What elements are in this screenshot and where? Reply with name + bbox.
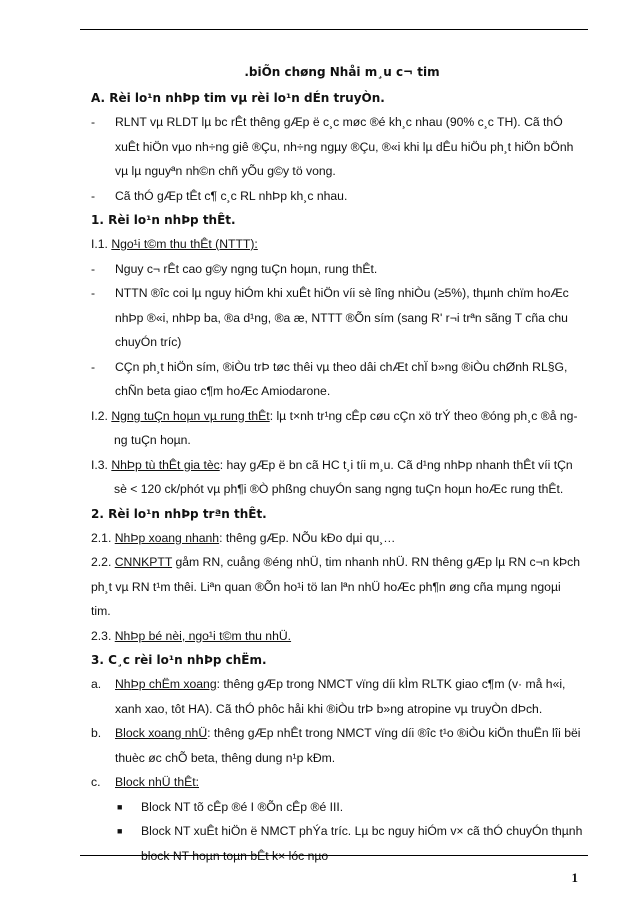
c-bullet-item (91, 819, 583, 868)
dash-marker: - (91, 286, 96, 300)
item-text: : thêng gÆp trong NMCT vïng díi kÌm RLTK giao c¶m (v· må h«i, xanh xao, tôt HA). Cã thÓ phôc håi khi ®iÒu trÞ b»ng atropine vµ truyÒn dÞch. (115, 677, 566, 716)
subsection-text: gåm RN, cuång ®éng nhÜ, tim nhanh nhÜ. RN thêng gÆp lµ RN c¬n kÞch ph¸t vµ RN t¹m thêi. Liªn quan ®Õn ho¹i tö lan lªn nhÜ hoÆc ph¶n øng cña mµng ngoµi tim. (91, 555, 580, 618)
dash-marker: - (91, 115, 96, 129)
c-bullet-text: Block NT xuÊt hiÖn ë NMCT phÝa tríc. Lµ bc nguy hiÓm v× cã thÓ chuyÓn thµnh block NT hoµn toµn bÊt k× lóc nµo (141, 824, 583, 863)
section-2-title: Rèi lo¹n nhÞp trªn thÊt. (108, 506, 267, 521)
subsection-title: CNNKPTT (114, 555, 173, 569)
dash-marker: - (91, 359, 96, 374)
subsection-title: Ngng tuÇn hoµn vµ rung thÊt (111, 408, 270, 423)
letter-marker: b. (91, 726, 102, 740)
subsection-text: : thêng gÆp. NÕu kÐo dµi qu¸… (219, 530, 396, 545)
c-bullet-text: Block NT tõ cÊp ®é I ®Õn cÊp ®é III. (141, 799, 344, 814)
c-bullet-item (91, 795, 583, 820)
item-c (91, 770, 583, 795)
dash-marker: - (91, 261, 96, 276)
item-b (91, 721, 583, 770)
dash-marker: - (91, 188, 96, 203)
subsection-i1 (91, 232, 583, 257)
section-2-heading (91, 502, 583, 526)
subsection-title: NhÞp tù thÊt gia tèc (111, 457, 220, 472)
item-title: NhÞp chËm xoang (115, 677, 217, 691)
section-3-title: C¸c rèi lo¹n nhÞp chËm. (108, 653, 267, 667)
intro-item (91, 184, 583, 209)
section-1-heading (91, 208, 583, 232)
subsection-number: I.1. (91, 237, 108, 251)
square-bullet-icon: ■ (117, 826, 123, 836)
document-body (91, 62, 583, 868)
section-1-title: Rèi lo¹n nhÞp thÊt. (108, 213, 236, 227)
section-3-label: 3. (91, 653, 104, 667)
letter-marker: c. (91, 775, 101, 789)
subsection-title: NhÞp xoang nhanh (114, 530, 220, 545)
item-title: Block nhÜ thÊt: (115, 775, 199, 789)
section-2-label: 2. (91, 506, 104, 521)
subsection-2-3 (91, 624, 583, 649)
subsection-title: NhÞp bé nèi, ngo¹i t©m thu nhÜ. (114, 628, 292, 643)
subsection-number: 2.1. (91, 530, 112, 545)
letter-marker: a. (91, 677, 102, 691)
subsection-number: 2.2. (91, 555, 112, 569)
section-1-label: 1. (91, 213, 104, 227)
header-rule (80, 29, 588, 30)
subsection-i2 (91, 404, 583, 453)
section-a-heading (91, 86, 583, 110)
subsection-number: I.2. (91, 408, 108, 423)
subsection-2-1 (91, 526, 583, 551)
page-number: 1 (571, 870, 578, 885)
square-bullet-icon: ■ (117, 801, 123, 812)
subsection-title: Ngo¹i t©m thu thÊt (NTTT): (111, 237, 258, 251)
intro-text: Cã thÓ gÆp tÊt c¶ c¸c RL nhÞp kh¸c nhau. (115, 188, 348, 203)
section-3-heading (91, 648, 583, 672)
i1-item-text: CÇn ph¸t hiÖn sím, ®iÒu trÞ tøc thêi vµ theo dâi chÆt chÏ b»ng ®iÒu chØnh RL§G, chÑn beta giao c¶m hoÆc Amiodarone. (115, 359, 568, 398)
item-title: Block xoang nhÜ (115, 726, 208, 740)
document-title: .biÕn chøng Nhåi m¸u c¬ tim (244, 65, 440, 79)
footer-rule (80, 855, 588, 856)
item-a (91, 672, 583, 721)
intro-text: RLNT vµ RLDT lµ bc rÊt thêng gÆp ë c¸c møc ®é kh¸c nhau (90% c¸c TH). Cã thÓ xuÊt hiÖn vµo nh÷ng giê ®Çu, nh÷ng ngµy ®Çu, ®«i khi lµ dÊu hiÖu ph¸t hiÖn bÖnh vµ lµ nguyªn nh©n chñ yÕu g©y tö vong. (115, 115, 574, 178)
subsection-2-2 (91, 550, 583, 624)
section-a-title: Rèi lo¹n nhÞp tim vµ rèi lo¹n dÉn truyÒn. (109, 91, 385, 105)
i1-item-text: Nguy c¬ rÊt cao g©y ngng tuÇn hoµn, rung thÊt. (115, 261, 378, 276)
subsection-number: I.3. (91, 457, 108, 472)
i1-item (91, 281, 583, 355)
subsection-text: : hay gÆp ë bn cã HC t¸i tíi m¸u. Cã d¹ng nhÞp nhanh thÊt víi tÇn sè < 120 ck/phót vµ ph¶i ®Ò phßng chuyÓn sang ngng tuÇn hoµn hoÆc rung thÊt. (114, 457, 573, 496)
i1-item (91, 355, 583, 404)
subsection-i3 (91, 453, 583, 502)
intro-item (91, 110, 583, 184)
section-a-label: A. (91, 91, 106, 105)
subsection-text: : lµ t×nh tr¹ng cÊp cøu cÇn xö trÝ theo ®óng ph¸c ®å ngng tuÇn hoµn. (114, 408, 578, 447)
subsection-number: 2.3. (91, 628, 112, 643)
i1-item-text: NTTN ®îc coi lµ nguy hiÓm khi xuÊt hiÖn víi sè lîng nhiÒu (≥5%), thµnh chïm hoÆc nhÞp ®«i, nhÞp ba, ®a d¹ng, ®a æ, NTTT ®Õn sím (sang R' r¬i trªn sãng T cña chu chuyÓn tríc) (115, 286, 569, 349)
item-text: : thêng gÆp nhÊt trong NMCT vïng díi ®îc t¹o ®iÒu kiÖn thuËn lîi bëi thuèc øc chÕ beta, thêng dung n¹p kÐm. (115, 726, 581, 765)
i1-item (91, 257, 583, 282)
